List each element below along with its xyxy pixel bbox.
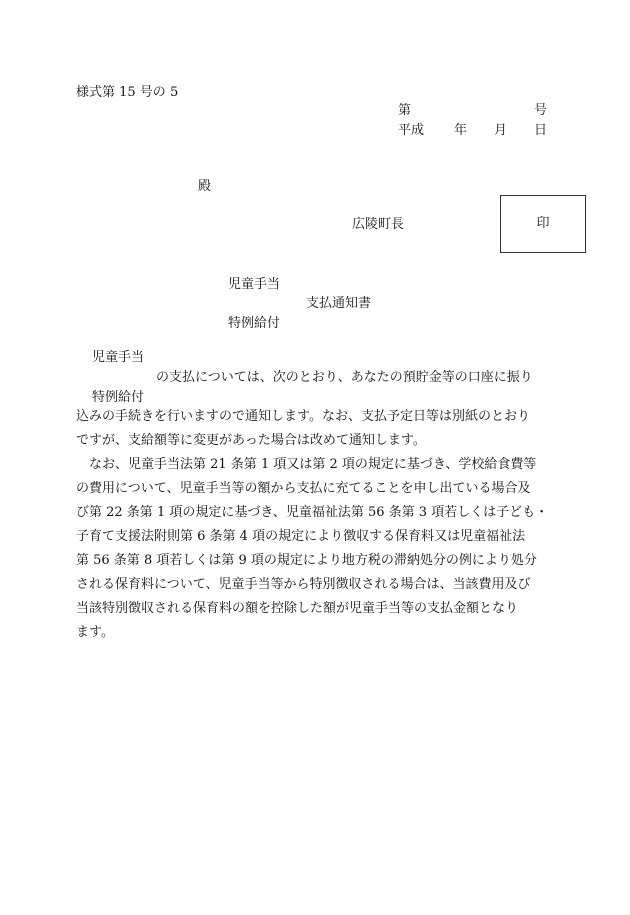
addressee-suffix: 殿 bbox=[198, 179, 212, 194]
date-era: 平成 bbox=[398, 123, 425, 138]
note-paragraph bbox=[76, 453, 556, 645]
note-line: される保育料について、児童手当等から特別徴収される場合は、当該費用及び bbox=[76, 577, 531, 592]
date-month: 月 bbox=[494, 123, 508, 138]
note-line: び第 22 条第 1 項の規定に基づき、児童福祉法第 56 条第 3 項若しくは子ども・ bbox=[76, 505, 549, 520]
intro-option-child-allowance: 児童手当 bbox=[92, 350, 145, 365]
doc-number-prefix: 第 bbox=[398, 103, 412, 118]
intro-paragraph bbox=[76, 405, 556, 453]
note-line: 第 56 条第 8 項若しくは第 9 項の規定により地方税の滞納処分の例により処分 bbox=[76, 553, 537, 568]
note-line: 当該特別徴収される保育料の額を控除した額が児童手当等の支払金額となり bbox=[76, 601, 519, 616]
intro-option-special-benefit: 特例給付 bbox=[92, 390, 145, 405]
title-option-special-benefit: 特例給付 bbox=[228, 316, 281, 331]
date-year: 年 bbox=[454, 123, 468, 138]
seal-box bbox=[500, 195, 586, 253]
note-line: の費用について、児童手当等の額から支払に充てることを申し出ている場合及 bbox=[76, 481, 531, 496]
intro-line: ですが、支給額等に変更があった場合は改めて通知します。 bbox=[76, 433, 426, 448]
date-day: 日 bbox=[534, 123, 548, 138]
note-line: ます。 bbox=[76, 625, 114, 640]
note-line: 子育て支援法附則第 6 条第 4 項の規定により徴収する保育料又は児童福祉法 bbox=[76, 529, 526, 544]
issuer-name: 広陵町長 bbox=[352, 217, 405, 232]
doc-number-suffix: 号 bbox=[534, 103, 548, 118]
note-line: なお、児童手当法第 21 条第 1 項又は第 2 項の規定に基づき、学校給食費等 bbox=[76, 457, 537, 472]
seal-label: 印 bbox=[536, 216, 550, 231]
intro-line-1: の支払については、次のとおり、あなたの預貯金等の口座に振り bbox=[156, 370, 533, 385]
document-title: 支払通知書 bbox=[306, 296, 372, 311]
intro-line: 込みの手続きを行いますので通知します。なお、支払予定日等は別紙のとおり bbox=[76, 409, 530, 424]
title-option-child-allowance: 児童手当 bbox=[228, 277, 281, 292]
form-number: 様式第 15 号の 5 bbox=[76, 85, 179, 100]
